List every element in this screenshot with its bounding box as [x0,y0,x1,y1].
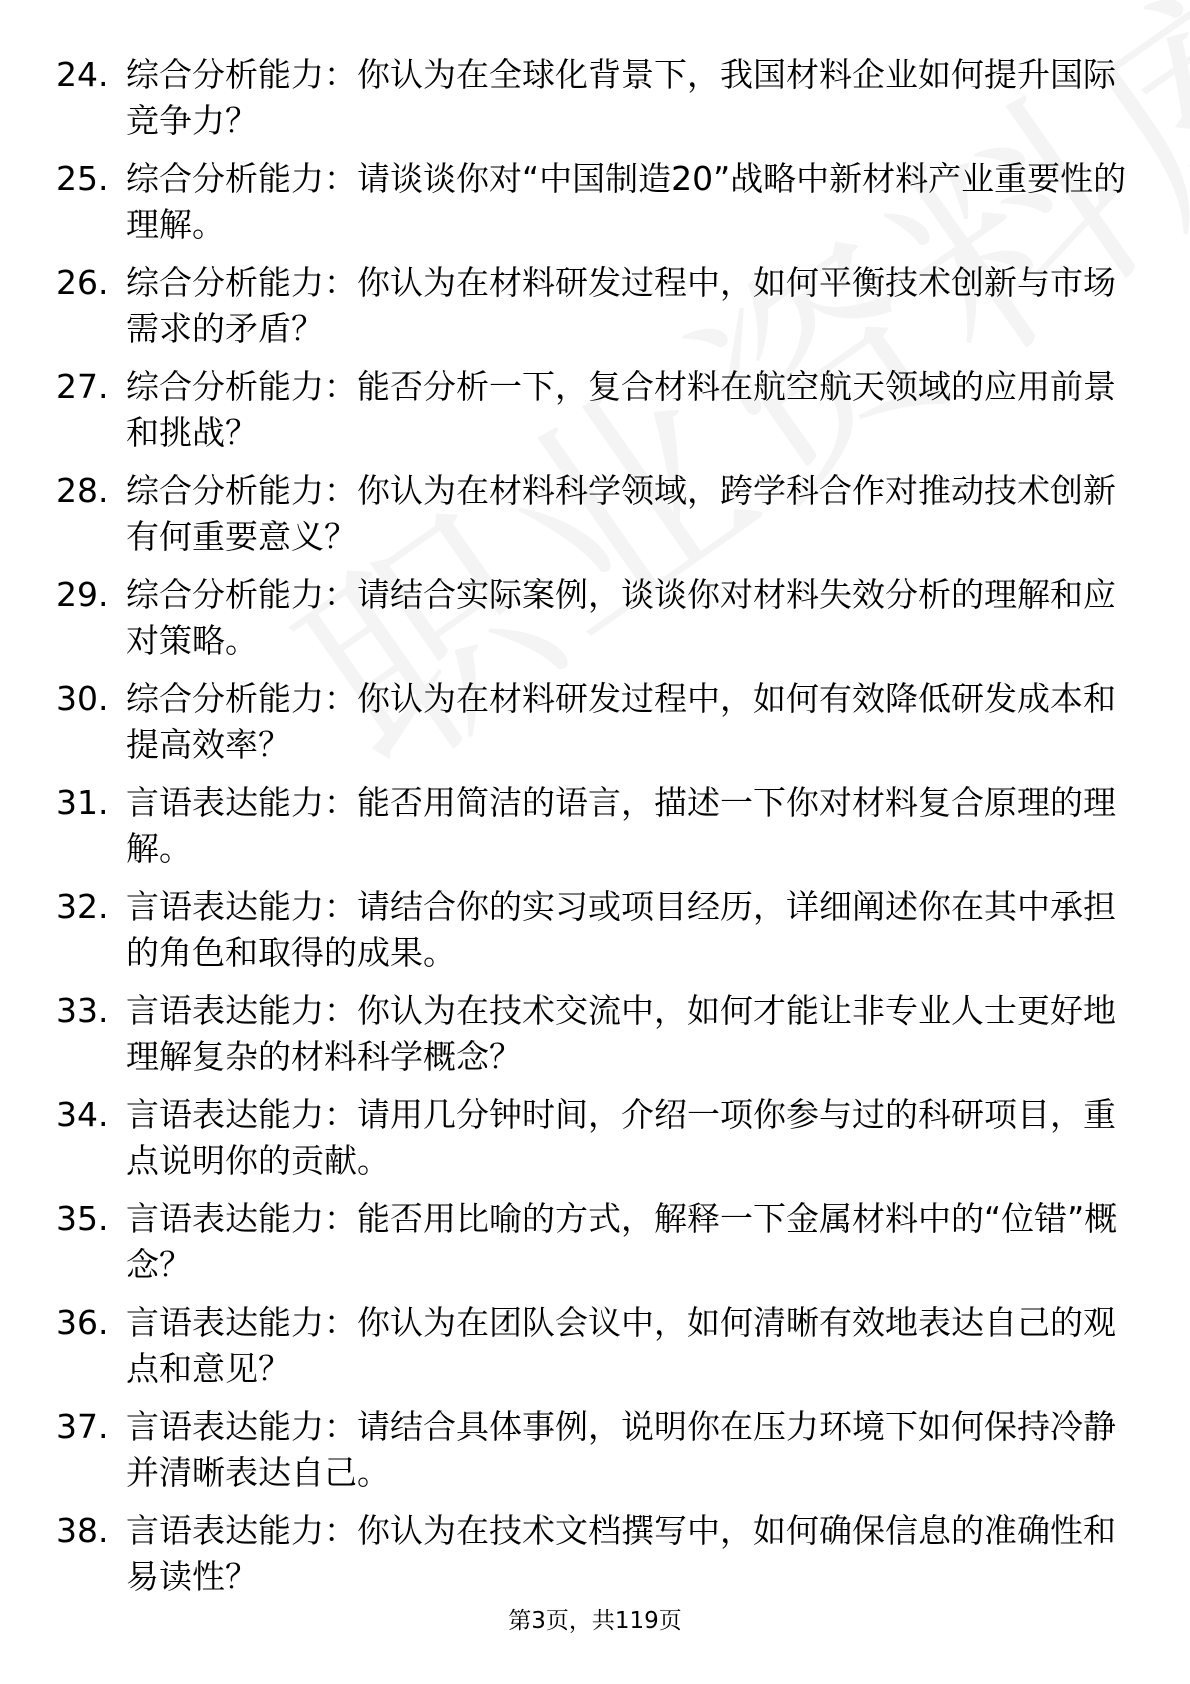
question-item-31 [56,780,1136,872]
question-number: 35. [56,1199,109,1238]
question-number: 24. [56,55,109,94]
question-item-26 [56,260,1136,352]
question-number: 30. [56,679,109,718]
question-item-29 [56,572,1136,664]
question-text: 言语表达能力：请结合具体事例，说明你在压力环境下如何保持冷静并清晰表达自己。 [126,1407,1116,1492]
question-item-24 [56,52,1136,144]
question-text: 言语表达能力：请用几分钟时间，介绍一项你参与过的科研项目，重点说明你的贡献。 [126,1095,1116,1180]
question-text: 言语表达能力：你认为在团队会议中，如何清晰有效地表达自己的观点和意见？ [126,1303,1116,1388]
question-text: 言语表达能力：请结合你的实习或项目经历，详细阐述你在其中承担的角色和取得的成果。 [126,887,1116,972]
question-text: 综合分析能力：请结合实际案例，谈谈你对材料失效分析的理解和应对策略。 [126,575,1116,660]
question-item-37 [56,1404,1136,1496]
question-item-36 [56,1300,1136,1392]
question-text: 言语表达能力：能否用比喻的方式，解释一下金属材料中的“位错”概念？ [126,1199,1118,1284]
page-number-footer: 第3页，共119页 [508,1608,682,1634]
question-number: 37. [56,1407,109,1446]
question-item-34 [56,1092,1136,1184]
question-item-30 [56,676,1136,768]
question-item-35 [56,1196,1136,1288]
question-item-33 [56,988,1136,1080]
question-item-25 [56,156,1136,248]
question-number: 34. [56,1095,109,1134]
question-text: 言语表达能力：你认为在技术交流中，如何才能让非专业人士更好地理解复杂的材料科学概念？ [126,991,1116,1076]
question-item-32 [56,884,1136,976]
question-text: 综合分析能力：你认为在材料研发过程中，如何有效降低研发成本和提高效率？ [126,679,1116,764]
question-text: 综合分析能力：请谈谈你对“中国制造20”战略中新材料产业重要性的理解。 [126,159,1127,244]
question-number: 28. [56,471,109,510]
question-text: 言语表达能力：能否用简洁的语言，描述一下你对材料复合原理的理解。 [126,783,1116,868]
question-text: 综合分析能力：能否分析一下，复合材料在航空航天领域的应用前景和挑战？ [126,367,1116,452]
question-text: 综合分析能力：你认为在材料研发过程中，如何平衡技术创新与市场需求的矛盾？ [126,263,1116,348]
question-number: 38. [56,1511,109,1550]
question-number: 27. [56,367,109,406]
question-number: 31. [56,783,109,822]
question-number: 32. [56,887,109,926]
question-number: 26. [56,263,109,302]
question-number: 36. [56,1303,109,1342]
question-number: 33. [56,991,109,1030]
question-text: 言语表达能力：你认为在技术文档撰写中，如何确保信息的准确性和易读性？ [126,1511,1116,1596]
question-number: 29. [56,575,109,614]
question-item-28 [56,468,1136,560]
question-text: 综合分析能力：你认为在全球化背景下，我国材料企业如何提升国际竞争力？ [126,55,1116,140]
question-list [56,52,1136,1612]
question-text: 综合分析能力：你认为在材料科学领域，跨学科合作对推动技术创新有何重要意义？ [126,471,1116,556]
question-number: 25. [56,159,109,198]
question-item-27 [56,364,1136,456]
question-item-38 [56,1508,1136,1600]
